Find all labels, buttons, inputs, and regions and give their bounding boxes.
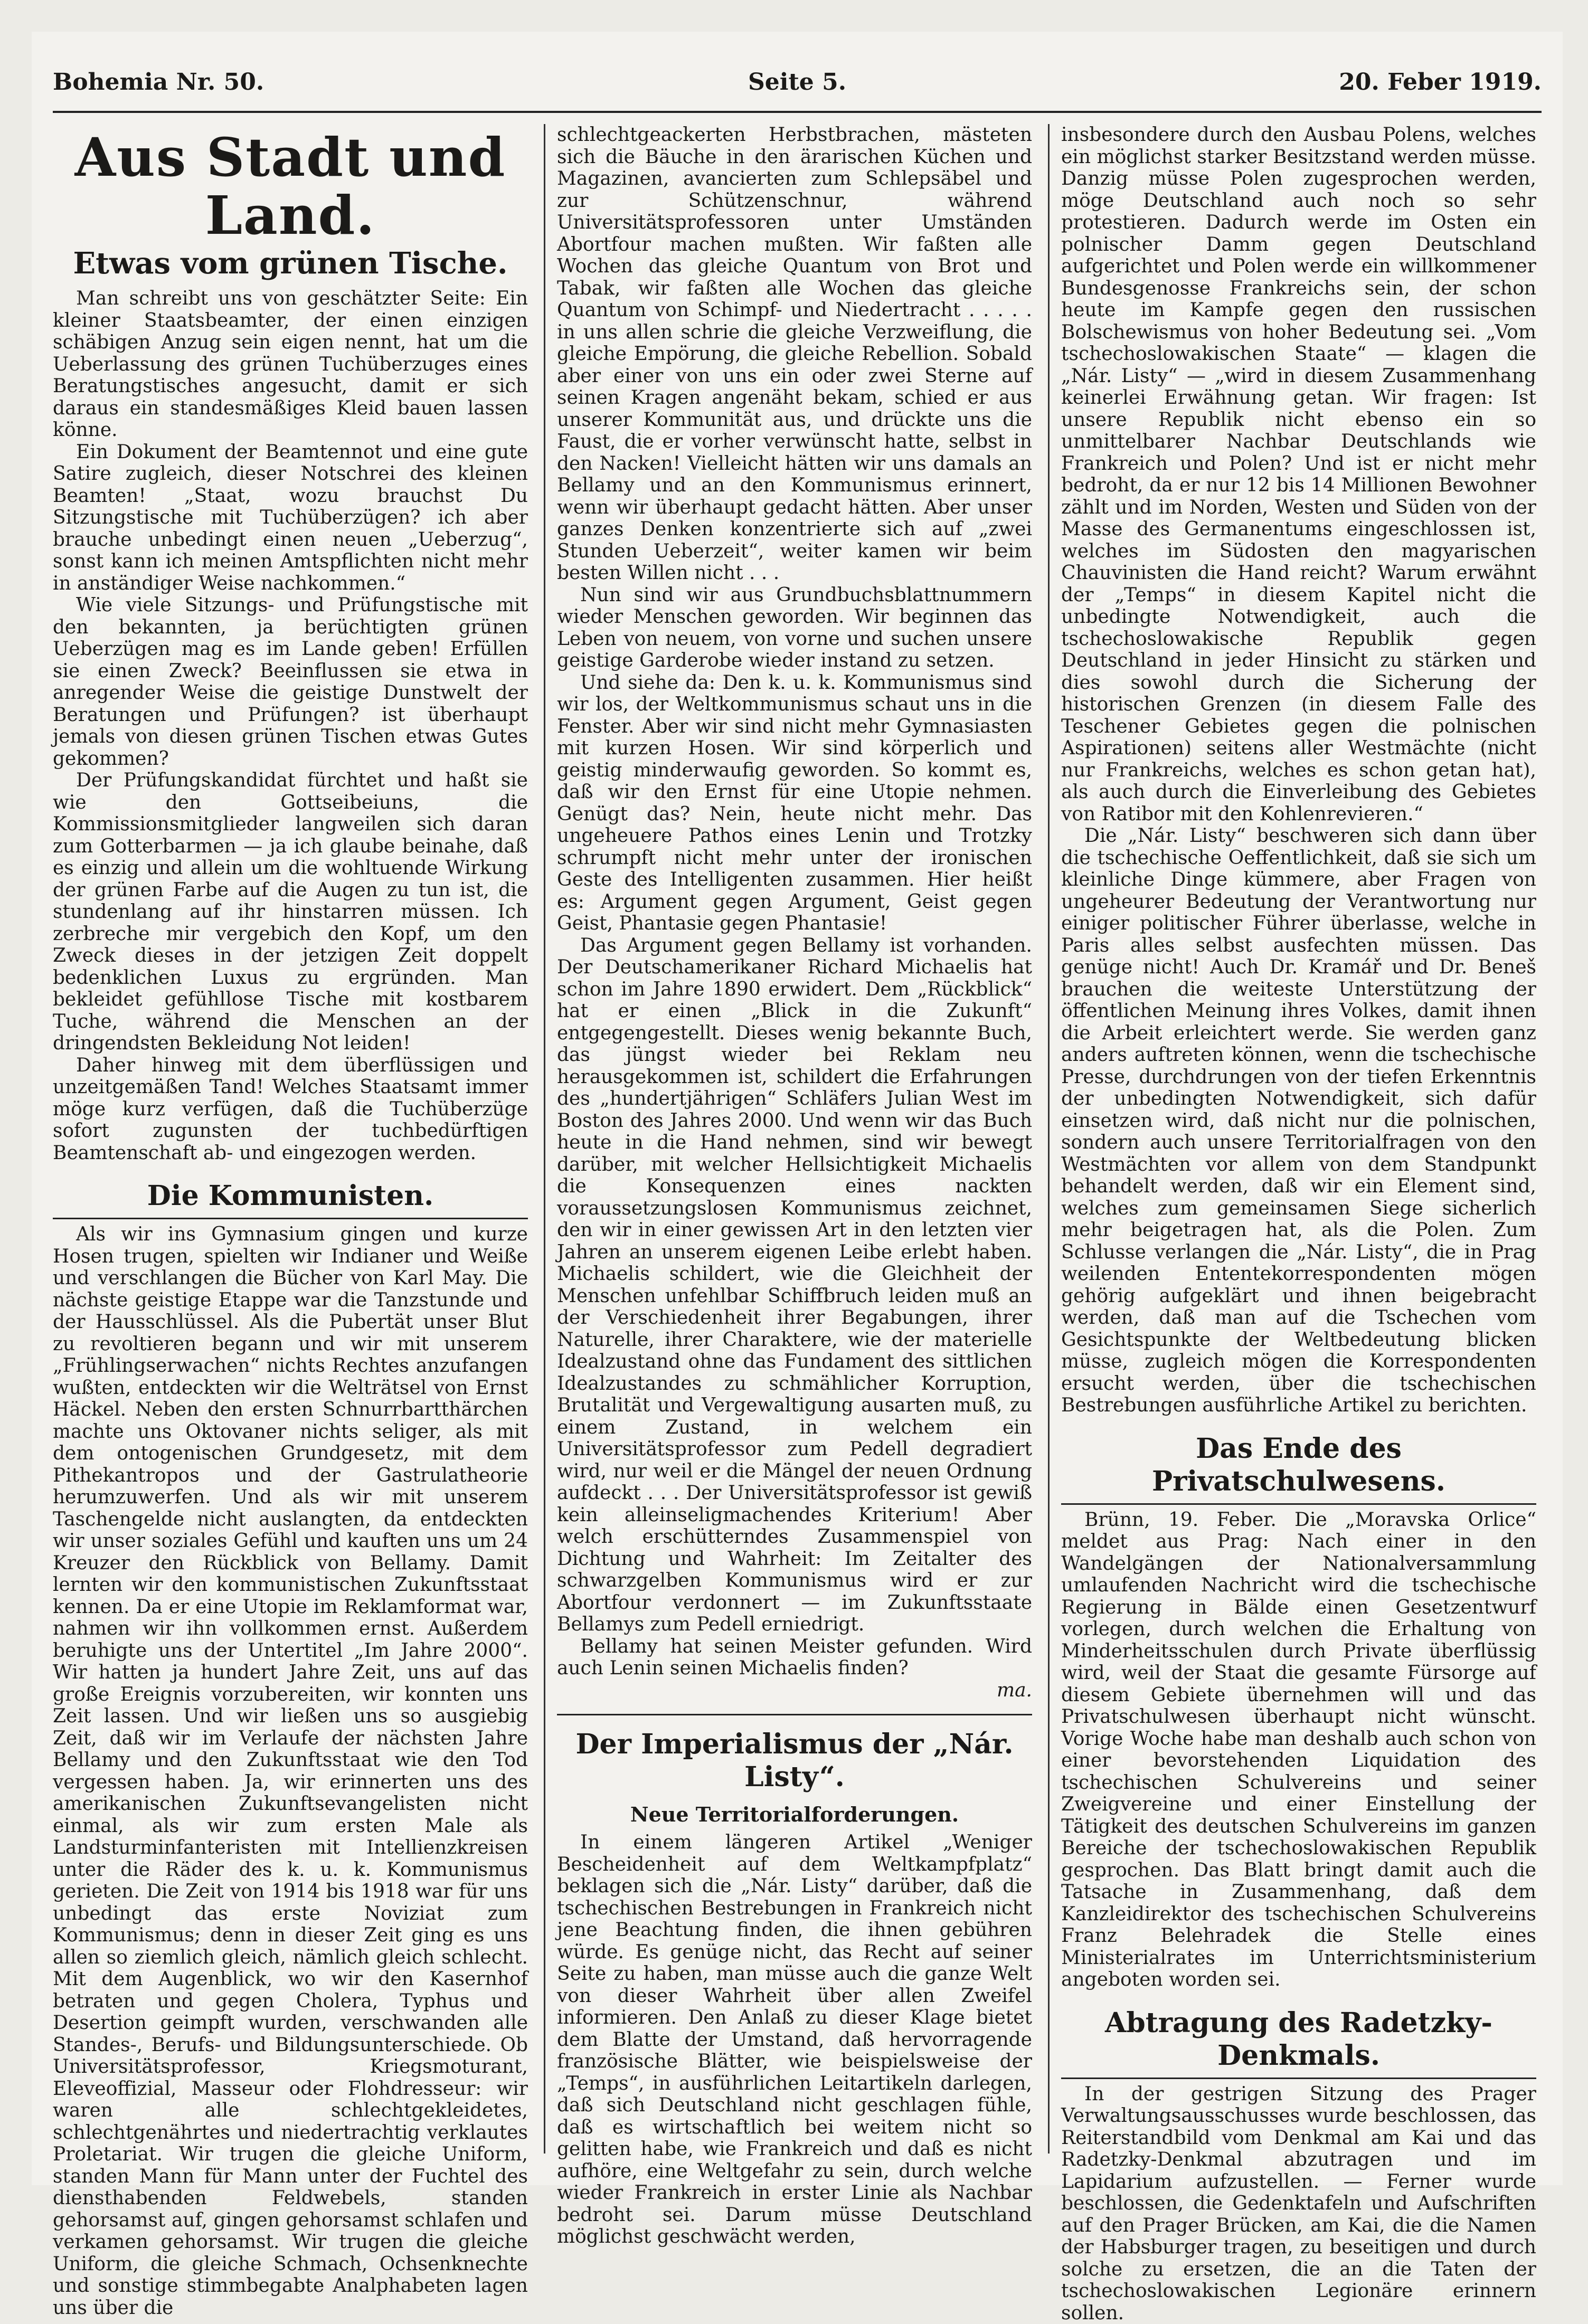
column-2 <box>557 124 1032 2164</box>
article-paragraph: Das Argument gegen Bellamy ist vorhanden. Der Deutschamerikaner Richard Michaelis hat schon im Jahre 1890 erwidert. Dem „Rückblick“ hat er einen „Blick in die Zukunft“ entgegengestellt. Dieses wenig bekannte Buch, das jüngst wieder bei Reklam neu herausgekommen ist, schildert die Erfahrungen des „hundertjährigen“ Schläfers Julian West im Boston des Jahres 2000. Und wenn wir das Buch heute in die Hand nehmen, sind wir bewegt darüber, mit welcher Hellsichtigkeit Michaelis die Konsequenzen eines nackten voraussetzungslosen Kommunismus zeichnet, den wir in einer gewissen Art in den letzten vier Jahren an unserem eigenen Leibe erlebt haben. Michaelis schildert, wie die Gleichheit der Menschen unfehlbar Schiffbruch leiden muß an der Verschiedenheit ihrer Begabungen, ihrer Naturelle, ihrer Charaktere, wie der materielle Idealzustand ohne das Fundament des sittlichen Idealzustandes zu schmählicher Korruption, Brutalität und Vergewaltigung ausarten muß, zu einem Zustand, in welchem ein Universitätsprofessor zum Pedell degradiert wird, nur weil er die Mängel der neuen Ordnung aufdeckt . . . Der Universitätsprofessor ist gewiß kein alleinseligmachendes Kriterium! Aber welch erschütterndes Zusammenspiel von Dichtung und Wahrheit: Im Zeitalter des schwarzgelben Kommunismus wird er zur Abortfour verdonnert — im Zukunftsstaate Bellamys zum Pedell erniedrigt. <box>557 935 1032 1636</box>
article-paragraph: In einem längeren Artikel „Weniger Bescheidenheit auf dem Weltkampfplatz“ beklagen sich die „Nár. Listy“ darüber, daß die tschechischen Bestrebungen in Frankreich nicht jene Beachtung finden, die ihnen gebühren würde. Es genüge nicht, das Recht auf seiner Seite zu haben, man müsse auch die ganze Welt von dieser Wahrheit über allen Zweifel informieren. Den Anlaß zu dieser Klage bietet dem Blatte der Umstand, daß hervorragende französische Blätter, wie beispielsweise der „Temps“, in ausführlichen Leitartikeln darlegen, daß sich Deutschland nicht geschlagen fühle, daß es wirtschaftlich bei weitem nicht so gelitten habe, wie Frankreich und daß es nicht aufhöre, eine Weltgefahr zu sein, durch welche wieder Frankreich in erster Linie als Nachbar bedroht sei. Darum müsse Deutschland möglichst geschwächt werden, <box>557 1832 1032 2248</box>
article-paragraph: Als wir ins Gymnasium gingen und kurze Hosen trugen, spielten wir Indianer und Weiße und verschlangen die Bücher von Karl May. Die nächste geistige Etappe war die Tanzstunde und der Hausschlüssel. Als die Pubertät unser Blut zu revoltieren begann und wir mit unserem „Frühlingserwachen“ nichts Rechtes anzufangen wußten, entdeckten wir die Welträtsel von Ernst Häckel. Neben den ersten Schnurrbartthärchen machte uns Oktovaner nichts seliger, als mit dem ontogenischen Grundgesetz, mit dem Pithekantropos und der Gastrulatheorie herumzuwerfen. Und als wir mit unserem Taschengelde nicht auslangten, da entdeckten wir unser soziales Gefühl und kauften uns um 24 Kreuzer den Rückblick von Bellamy. Damit lernten wir den kommunistischen Zukunftsstaat kennen. Da er eine Utopie im Reklamformat war, nahmen wir ihn vollkommen ernst. Außerdem beruhigte uns der Untertitel „Im Jahre 2000“. Wir hatten ja hundert Jahre Zeit, uns auf das große Ereignis vorzubereiten, wir konnten uns Zeit lassen. Und wir ließen uns so ausgiebig Zeit, daß wir im Verlaufe der nächsten Jahre Bellamy und den Zukunftsstaat wie den Tod vergessen haben. Ja, wir erinnerten uns des amerikanischen Zukunftsevangelisten nicht einmal, als wir zum ersten Male als Landsturminfanteristen mit Intellienzkreisen unter die Räder des k. u. k. Kommunismus gerieten. Die Zeit von 1914 bis 1918 war für uns unbedingt das erste Noviziat zum Kommunismus; denn in dieser Zeit ging es uns allen so ziemlich gleich, nämlich gleich schlecht. Mit dem Augenblick, wo wir den Kasernhof betraten und gegen Cholera, Typhus und Desertion geimpft wurden, verschwanden alle Standes-, Berufs- und Bildungsunterschiede. Ob Universitätsprofessor, Kriegsmoturant, Eleveoffizial, Masseur oder Flohdresseur: wir waren alle schlechtgekleidetes, schlechtgenährtes und niedertrachtig verklautes Proletariat. Wir trugen die gleiche Uniform, standen Mann für Mann unter der Fuchtel des diensthabenden Feldwebels, standen gehorsamst auf, gingen gehorsamst schlafen und verkamen gehorsamst. Wir trugen die gleiche Uniform, die gleiche Schmach, Ochsenknechte und sonstige stimmbegabte Analphabeten lagen uns über die <box>53 1223 528 2319</box>
section-divider <box>557 1714 1032 1715</box>
article-paragraph: Nun sind wir aus Grundbuchsblattnummern wieder Menschen geworden. Wir beginnen das Leben von neuem, von vorne und suchen unsere geistige Garderobe wieder instand zu setzen. <box>557 584 1032 672</box>
author-signature: ma. <box>557 1680 1032 1702</box>
article-title-radetzky-denkmal: Abtragung des Radetzky-Denkmals. <box>1061 2007 1536 2079</box>
article-paragraph: Brünn, 19. Feber. Die „Moravska Orlice“ meldet aus Prag: Nach einer in den Wandelgängen der Nationalversammlung umlaufenden Nachricht wird die tschechische Regierung in Bälde einen Gesetzentwurf vorlegen, durch welchen die Erhaltung von Minderheitsschulen durch Private überflüssig wird, weil der Staat die gesamte Fürsorge auf diesem Gebiete übernehmen will und das Privatschulwesen überhaupt nicht wünscht. Vorige Woche habe man deshalb auch schon von einer bevorstehenden Liquidation des tschechischen Schulvereins und seiner Zweigvereine und einer Einstellung der Tätigkeit des deutschen Schulvereins im ganzen Bereiche der tschechoslowakischen Republik gesprochen. Das Blatt bringt damit auch die Tatsache in Zusammenhang, daß dem Kanzleidirektor des tschechischen Schulvereins Franz Belehradek die Stelle eines Ministerialrates im Unterrichtsministerium angeboten worden sei. <box>1061 1509 1536 1991</box>
column-divider <box>544 124 545 2154</box>
masthead-paper-issue: Bohemia Nr. 50. <box>53 69 264 96</box>
article-title-imperialismus: Der Imperialismus der „Nár. Listy“. <box>557 1728 1032 1799</box>
article-paragraph: Bellamy hat seinen Meister gefunden. Wird auch Lenin seinen Michaelis finden? <box>557 1636 1032 1680</box>
masthead-page-number: Seite 5. <box>53 69 1542 96</box>
article-paragraph: In der gestrigen Sitzung des Prager Verwaltungsausschusses wurde beschlossen, das Reiterstandbild vom Denkmal am Kai und das Radetzky-Denkmal abzutragen und im Lapidarium aufzustellen. — Ferner wurde beschlossen, die Gedenktafeln und Aufschriften auf den Prager Brücken, am Kai, die die Namen der Habsburger tragen, zu beseitigen und durch solche zu ersetzen, die an die Taten der tschechoslowakischen Legionäre erinnern sollen. <box>1061 2083 1536 2324</box>
article-paragraph: Man schreibt uns von geschätzter Seite: Ein kleiner Staatsbeamter, der einen einzigen schäbigen Anzug sein eigen nennt, hat um die Ueberlassung des grünen Tuchüberzuges eines Beratungstisches angesucht, damit er sich daraus ein standesmäßiges Kleid bauen lassen könne. <box>53 288 528 441</box>
article-paragraph: Wie viele Sitzungs- und Prüfungstische mit den bekannten, ja berüchtigten grünen Ueberzügen mag es im Lande geben! Erfüllen sie einen Zweck? Beeinflussen sie etwa in anregender Weise die geistige Dunstwelt der Beratungen und Prüfungen? ist überhaupt jemals von diesen grünen Tischen etwas Gutes gekommen? <box>53 594 528 770</box>
section-title-aus-stadt-und-land: Aus Stadt und Land. <box>53 128 528 244</box>
article-paragraph: insbesondere durch den Ausbau Polens, welches ein möglichst starker Besitzstand werden müsse. Danzig müsse Polen zugesprochen werden, möge Deutschland auch noch so sehr protestieren. Dadurch werde im Osten ein polnischer Damm gegen Deutschland aufgerichtet und Polen werde ein willkommener Bundesgenosse Frankreichs sein, der schon heute im Kampfe gegen den russischen Bolschewismus von hoher Bedeutung sei. „Vom tschechoslowakischen Staate“ — klagen die „Nár. Listy“ — „wird in diesem Zusammenhang keinerlei Erwähnung getan. Wir fragen: Ist unsere Republik nicht ebenso ein so unmittelbarer Nachbar Deutschlands wie Frankreich und Polen? Und ist er nicht mehr bedroht, da er nur 12 bis 14 Millionen Bewohner zählt und im Norden, Westen und Süden von der Masse des Germanentums eingeschlossen ist, welches im Südosten den magyarischen Chauvinisten die Hand reicht? Warum erwähnt der „Temps“ in diesem Kapitel nicht die unbedingte Notwendigkeit, auch die tschechoslowakische Republik gegen Deutschland in jeder Hinsicht zu stärken und dies sowohl durch die Sicherung der historischen Grenzen (in diesem Falle des Teschener Gebietes gegen die polnischen Aspirationen) seitens aller Westmächte (nicht nur Frankreichs, welches es schon getan hat), als auch durch die Einverleibung des Gebietes von Ratibor mit den Kohlenrevieren.“ <box>1061 124 1536 825</box>
column-3 <box>1061 124 1536 2164</box>
newspaper-page <box>32 32 1563 2185</box>
article-paragraph: Die „Nár. Listy“ beschweren sich dann über die tschechische Oeffentlichkeit, daß sie sich um kleinliche Dinge kümmere, aber Fragen von ungeheurer Bedeutung der Verantwortung nur einiger politischer Führer überlasse, welche in Paris alles selbst ausfechten müssen. Das genüge nicht! Auch Dr. Kramář und Dr. Beneš brauchen die weiteste Unterstützung der öffentlichen Meinung ihres Volkes, damit ihnen die Arbeit erleichtert werde. Sie werden ganz anders auftreten können, wenn die tschechische Presse, durchdrungen von der tiefen Erkenntnis der unbedingten Notwendigkeit, sich dafür einsetzen wird, daß nicht nur die polnischen, sondern auch unsere Territorialfragen von den Westmächten vor allem von dem Standpunkt behandelt werden, daß wir ein Element sind, welches zum gemeinsamen Siege sicherlich mehr beigetragen hat, als die Polen. Zum Schlusse verlangen die „Nár. Listy“, die in Prag weilenden Ententekorrespondenten mögen gehörig aufgeklärt und ihnen beigebracht werden, daß man auf die Tschechen vom Gesichtspunkte der Weltbedeutung blicken müsse, zugleich mögen die Korrespondenten ersucht werden, über die tschechischen Bestrebungen ausführliche Artikel zu berichten. <box>1061 825 1536 1417</box>
article-subtitle-territorialforderungen: Neue Territorialforderungen. <box>557 1803 1032 1826</box>
article-paragraph: Daher hinweg mit dem überflüssigen und unzeitgemäßen Tand! Welches Staatsamt immer möge kurz verfügen, daß die Tuchüberzüge sofort zugunsten der tuchbedürftigen Beamtenschaft ab- und eingezogen werden. <box>53 1055 528 1164</box>
masthead <box>53 69 1542 111</box>
article-paragraph: Und siehe da: Den k. u. k. Kommunismus sind wir los, der Weltkommunismus schaut uns in die Fenster. Aber wir sind nicht mehr Gymnasiasten mit kurzen Hosen. Wir sind körperlich und geistig minderwaufig geworden. So kommt es, daß wir den Ernst für eine Utopie nehmen. Genügt das? Nein, heute nicht mehr. Das ungeheuere Pathos eines Lenin und Trotzky schrumpft nicht mehr unter der ironischen Geste des Intelligenten zusammen. Hier heißt es: Argument gegen Argument, Geist gegen Geist, Phantasie gegen Phantasie! <box>557 672 1032 935</box>
article-title-privatschulwesen: Das Ende des Privatschulwesens. <box>1061 1433 1536 1505</box>
column-1 <box>53 124 528 2164</box>
column-divider <box>1048 124 1050 2154</box>
masthead-date: 20. Feber 1919. <box>1339 69 1542 96</box>
article-paragraph: schlechtgeackerten Herbstbrachen, mästeten sich die Bäuche in den ärarischen Küchen und Magazinen, avancierten zum Schlepsäbel und zur Schützenschnur, während Universitätsprofessoren unter Umständen Abortfour machen mußten. Wir faßten alle Wochen das gleiche Quantum von Brot und Tabak, wir faßten alle Wochen das gleiche Quantum von Schimpf- und Niedertracht . . . . . in uns allen schrie die gleiche Verzweiflung, die gleiche Empörung, die gleiche Rebellion. Sobald aber einer von uns ein oder zwei Sterne auf seinen Kragen angenäht bekam, schied er aus unserer Kommunität aus, und drückte uns die Faust, die er vorher verwünscht hatte, selbst in den Nacken! Vielleicht hätten wir uns damals an Bellamy und an den Kommunismus erinnert, wenn wir überhaupt gedacht hätten. Aber unser ganzes Denken konzentrierte sich auf „zwei Stunden Ueberzeit“, weiter kamen wir beim besten Willen nicht . . . <box>557 124 1032 584</box>
article-title-gruener-tisch: Etwas vom grünen Tische. <box>53 246 528 280</box>
article-title-kommunisten: Die Kommunisten. <box>53 1180 528 1219</box>
article-paragraph: Der Prüfungskandidat fürchtet und haßt sie wie den Gottseibeiuns, die Kommissionsmitglieder langweilen sich daran zum Gotterbarmen — ja ich glaube beinahe, daß es einzig und allein um die wohltuende Wirkung der grünen Farbe auf die Augen zu tun ist, die stundenlang auf ihr hinstarren müssen. Ich zerbreche mir vergebich den Kopf, um den Zweck dieses in der jetzigen Zeit doppelt bedenklichen Luxus zu ergründen. Man bekleidet gefühllose Tische mit kostbarem Tuche, während die Menschen an der dringendsten Bekleidung Not leiden! <box>53 770 528 1055</box>
article-paragraph: Ein Dokument der Beamtennot und eine gute Satire zugleich, dieser Notschrei des kleinen Beamten! „Staat, wozu brauchst Du Sitzungstische mit Tuchüberzügen? ich aber brauche unbedingt einen neuen „Ueberzug“, sonst kann ich meinen Amtspflichten nicht mehr in anständiger Weise nachkommen.“ <box>53 441 528 595</box>
masthead-rule <box>53 111 1542 113</box>
